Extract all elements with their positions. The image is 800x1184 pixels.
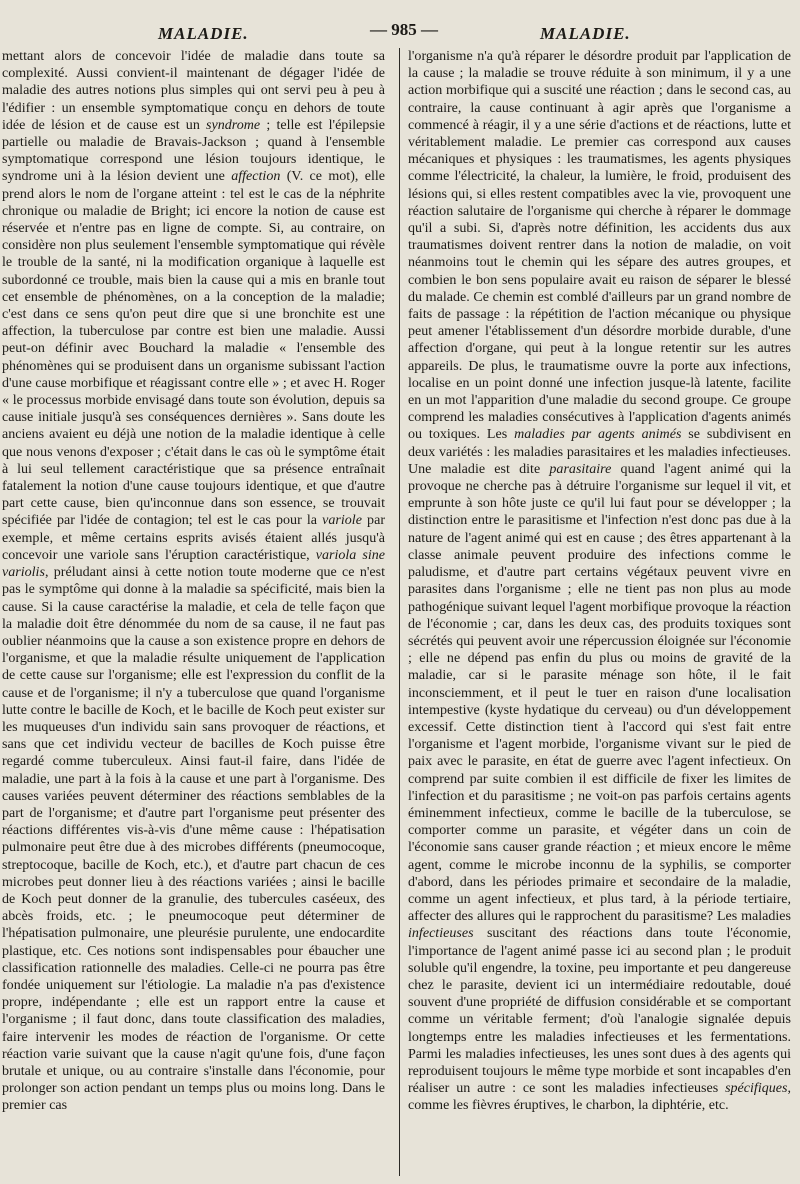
left-text-column: [2, 48, 385, 1176]
column-divider: [399, 48, 400, 1176]
right-column-paragraph: l'organisme n'a qu'à réparer le désordre produit par l'application de la cause ; la maladie se trouve réduite à son minimum, il y a une action morbifique qui a suscité une réaction ; dans le second cas, au contraire, la cause continuant à agir après que l'organisme a commencé à réagir, il y a une série d'actions et de réactions, lutte et véritablement maladie. Le premier cas correspond aux causes mécaniques et physiques : les traumatismes, les agents physiques comme l'électricité, la chaleur, la lumière, le froid, produisent des lésions qui, si elles restent compatibles avec la vie, provoquent une réaction salutaire de l'organisme qui cherche à réparer le dommage qu'il a subi. Si, d'après notre définition, les accidents dus aux traumatismes doivent rentrer dans la notion de maladie, on voit néanmoins tout le chemin qui les sépare des autres groupes, et combien le bon sens populaire avait eu raison de séparer le blessé du malade. Ce chemin est comblé d'ailleurs par un grand nombre de faits de passage : la répétition de l'action mécanique ou physique peut amener l'établissement d'un désordre morbide durable, d'une affection d'organe, qui peut à la longue retentir sur les autres appareils. De plus, le traumatisme ouvre la porte aux infections, localise en un point donné une infection jusque-là latente, facilite en un mot l'apparition d'une maladie du second groupe. Ce groupe comprend les maladies consécutives à l'application d'agents animés ou toxiques. Les maladies par agents animés se subdivisent en deux variétés : les maladies parasitaires et les maladies infectieuses. Une maladie est dite parasitaire quand l'agent animé qui la provoque ne cherche pas à détruire l'organisme sur lequel il vit, et emprunte à son hôte juste ce qu'il lui faut pour se développer ; la distinction entre le parasitisme et l'infection n'est donc pas due à la nature de l'agent animé qui est en cause ; des êtres appartenant à la classe animale peuvent produire des infections comme le paludisme, et d'autre part certains végétaux peuvent vivre en parasites dans l'organisme ; elle ne tient pas non plus au mode pathogénique suivant lequel l'agent morbifique provoque la réaction de l'économie ; car, dans les deux cas, des produits toxiques sont sécrétés qui peuvent avoir une répercussion éloignée sur l'économie ; elle ne dépend pas enfin du plus ou moins de gravité de la maladie, car si le parasite ménage son hôte, il le fait inconsciemment, et il peut le tuer en raison d'une localisation intempestive (kyste hydatique du cerveau) ou d'un développement excessif. Cette distinction tient à l'accord qui s'est fait entre l'organisme et l'agent morbide, l'organisme vivant sur le pied de paix avec le parasite, en état de guerre avec l'agent infectieux. On comprend par suite combien il est difficile de fixer les limites de l'infection et du parasitisme ; ne voit-on pas parfois certains agents éminemment infectieux, comme le bacille de la tuberculose, se comporter comme un parasite, et végéter dans un coin de l'économie sans causer grande réaction ; et mieux encore le même agent, comme le microbe inconnu de la syphilis, se comporter d'abord, dans les périodes primaire et secondaire de la maladie, comme un agent infectieux, et plus tard, à la période tertiaire, affecter des allures qui le rapprochent du parasitisme? Les maladies infectieuses suscitant des réactions dans toute l'économie, l'importance de l'agent animé passe ici au second plan ; le produit soluble qu'il engendre, la toxine, peu importante et peu dangereuse chez le parasite, devient ici un intermédiaire redoutable, doué souvent d'une propriété de diffusion considérable et se comportant comme un véritable ferment; d'où l'analogie signalée depuis longtemps entre les maladies infectieuses et les fermentations. Parmi les maladies infectieuses, les unes sont dues à des agents qui reproduisent toujours le même type morbide et sont incapables d'en réaliser un autre : ce sont les maladies infectieuses spécifiques, comme les fièvres éruptives, le charbon, la diphtérie, etc.: [408, 48, 791, 1114]
italic-term: affection: [231, 168, 281, 185]
italic-term: spécifiques: [725, 1080, 788, 1097]
italic-term: variola sine variolis: [2, 546, 385, 581]
italic-term: parasitaire: [549, 460, 612, 477]
left-column-paragraph: mettant alors de concevoir l'idée de maladie dans toute sa complexité. Aussi convient-il maintenant de dégager l'idée de maladie des autres notions plus simples qui ont servi peu à peu à l'édifier : un ensemble symptomatique conçu en dehors de toute idée de lésion et de cause est un syndrome ; telle est l'épilepsie partielle ou maladie de Bravais-Jackson ; quand à l'ensemble symptomatique correspond une lésion toujours identique, le syndrome uni à la lésion devient une affection (V. ce mot), elle prend alors le nom de l'organe atteint : tel est le cas de la néphrite chronique ou maladie de Bright; ici encore la notion de cause est réservée et n'entre pas en ligne de compte. Si, au contraire, on considère non plus seulement l'ensemble symptomatique qui révèle le trouble de la santé, ni la modification organique à laquelle est subordonné ce trouble, mais bien la cause qui a mis en branle tout cet ensemble de phénomènes, on a la conception de la maladie; c'est dans ce sens qu'on peut dire que si une bronchite est une affection, la tuberculose par contre est bien une maladie. Aussi peut-on définir avec Bouchard la maladie « l'ensemble des phénomènes qui se produisent dans un organisme subissant l'action d'une cause morbifique et réagissant contre elle » ; et avec H. Roger « le processus morbide envisagé dans toute son évolution, depuis sa cause initiale jusqu'à ses conséquences dernières ». Sans doute les anciens avaient eu déjà une notion de la maladie identique à celle que nous venons d'exposer ; c'était dans le cas où le symptôme était à lui seul tellement caractéristique que sa présence entraînait fatalement la notion d'une cause toujours identique, et que d'autre part cette cause, bien qu'inconnue dans son essence, se trouvait spécifiée par l'idée de contagion; tel est le cas pour la variole par exemple, et même certains esprits avisés étaient allés jusqu'à concevoir une variole sans l'éruption caractéristique, variola sine variolis, préludant ainsi à cette notion toute moderne que ce n'est pas le symptôme qui donne à la maladie sa spécificité, mais bien la cause. Si la cause caractérise la maladie, et cela de telle façon que la maladie doit être dénommée du nom de sa cause, il ne faut pas oublier néanmoins que la cause a son existence propre en dehors de l'organisme, et que la maladie résulte uniquement de l'application de cette cause sur l'organisme; elle est l'expression du conflit de la cause et de l'organisme; il n'y a tuberculose que quand l'organisme lutte contre le bacille de Koch, et le bacille de Koch peut exister sur les muqueuses d'un individu sain sans provoquer de réactions, et sans que cet individu vecteur de bacilles de Koch puisse être regardé comme tuberculeux. Ainsi faut-il faire, dans l'idée de maladie, une part à la fois à la cause et une part à l'organisme. Des causes variées peuvent déterminer des réactions semblables de la part de l'organisme; et d'autre part l'organisme peut présenter des réactions différentes vis-à-vis d'une même cause : l'hépatisation pulmonaire peut être due à des microbes différents (pneumocoque, streptocoque, bacille de Koch, etc.), et d'autre part chacun de ces microbes peut donner lieu à des réactions variées ; ainsi le bacille de Koch peut donner de la granulie, des tubercules caséeux, des abcès froids, etc. ; le pneumocoque peut déterminer de l'hépatisation pulmonaire, une pleurésie purulente, une endocardite plastique, etc. Ces notions sont indispensables pour ébaucher une classification rationnelle des maladies. Celle-ci ne pourra pas être fondée uniquement sur l'étiologie. La maladie n'a pas d'existence propre, indépendante ; elle est un rapport entre la cause et l'organisme ; il faut donc, dans toute classification des maladies, faire intervenir les modes de réaction de l'organisme. Or cette réaction varie suivant que la cause n'agit qu'une fois, d'une façon brutale et unique, ou au contraire s'installe dans l'économie, pour prolonger son action pendant un temps plus ou moins long. Dans le premier cas: [2, 48, 385, 1114]
italic-term: maladies par agents animés: [514, 426, 682, 443]
italic-term: syndrome: [206, 116, 261, 133]
italic-term: infectieuses: [408, 925, 474, 942]
right-text-column: [408, 48, 791, 1176]
page-number: — 985 —: [370, 20, 438, 39]
running-header: [0, 18, 800, 48]
italic-term: variole: [322, 512, 362, 529]
left-running-title: MALADIE.: [158, 24, 249, 43]
right-running-title: MALADIE.: [540, 24, 631, 43]
